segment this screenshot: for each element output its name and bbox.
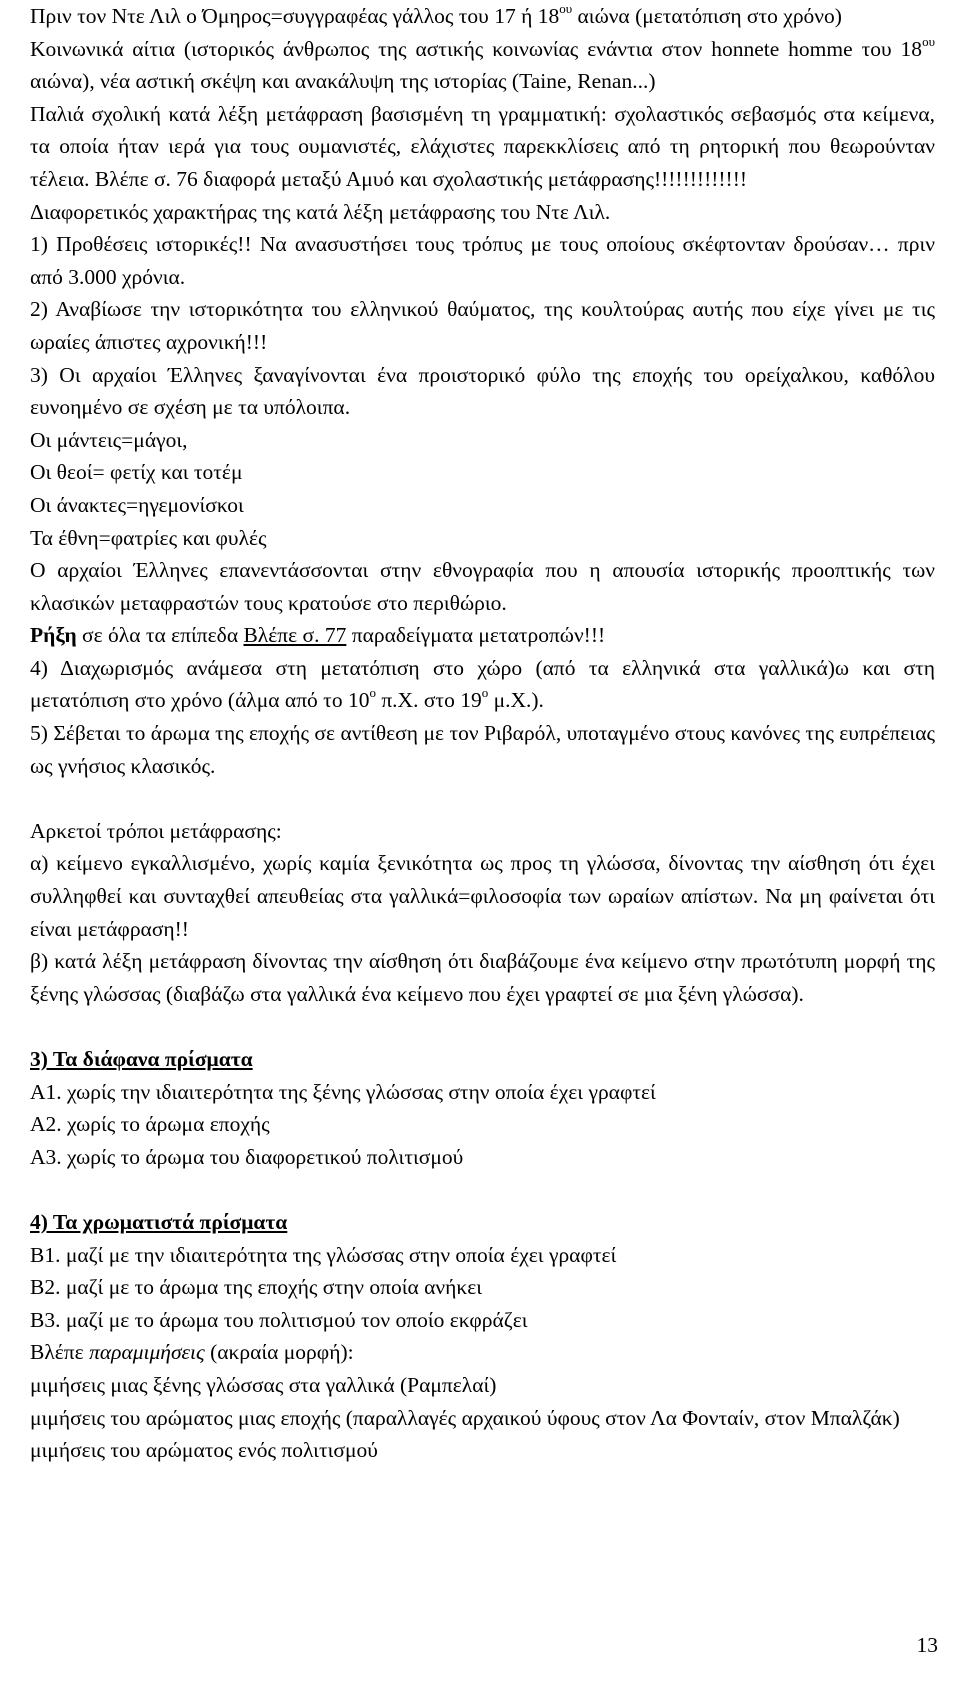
paragraph: 5) Σέβεται το άρωμα της εποχής σε αντίθεση με τον Ριβαρόλ, υποταγμένο στους κανόνες της ευπρέπειας ως γνήσιος κλασικός. <box>30 721 935 778</box>
paragraph: Τα έθνη=φατρίες και φυλές <box>30 525 267 550</box>
paragraph: Ο αρχαίοι Έλληνες επανεντάσσονται στην εθνογραφία που η απουσία ιστορικής προοπτικής των κλασικών μεταφραστών τους κρατούσε στο περιθώριο. <box>30 558 935 615</box>
paragraph: β) κατά λέξη μετάφραση δίνοντας την αίσθηση ότι διαβάζουμε ένα κείμενο στην πρωτότυπη μορφή της ξένης γλώσσας (διαβάζω στα γαλλικά ένα κείμενο που έχει γραφτεί σε μια ξένη γλώσσα). <box>30 949 935 1006</box>
paragraph: Οι άνακτες=ηγεμονίσκοι <box>30 492 244 517</box>
list-item: Α3. χωρίς το άρωμα του διαφορετικού πολιτισμού <box>30 1144 464 1169</box>
list-item: μιμήσεις του αρώματος μιας εποχής (παραλλαγές αρχαικού ύφους στον Λα Φονταίν, στον Μπαλζάκ) <box>30 1405 900 1430</box>
document-page <box>30 0 935 1467</box>
list-item: Β2. μαζί με το άρωμα της εποχής στην οποία ανήκει <box>30 1275 483 1300</box>
paragraph: Παλιά σχολική κατά λέξη μετάφραση βασισμένη τη γραμματική: σχολαστικός σεβασμός στα κείμενα, τα οποία ήταν ιερά για τους ουμανιστές, ελάχιστες παρεκκλίσεις από τη ρητορική που θεωρούνταν τέλεια. Βλέπε σ. 76 διαφορά μεταξύ Αμυό και σχολαστικής μετάφρασης!!!!!!!!!!!!! <box>30 101 935 191</box>
paragraph: Βλέπε παραμιμήσεις (ακραία μορφή): <box>30 1340 354 1365</box>
paragraph: α) κείμενο εγκαλλισμένο, χωρίς καμία ξενικότητα ως προς τη γλώσσα, δίνοντας την αίσθηση ότι έχει συλληφθεί και συνταχθεί απευθείας στα γαλλικά=φιλοσοφία των ωραίων απίστων. Να μη φαίνεται ότι είναι μετάφραση!! <box>30 851 935 941</box>
paragraph: 1) Προθέσεις ιστορικές!! Να ανασυστήσει τους τρόπυς με τους οποίους σκέφτονταν δρούσαν… πριν από 3.000 χρόνια. <box>30 232 935 289</box>
list-item: μιμήσεις του αρώματος ενός πολιτισμού <box>30 1438 378 1463</box>
paragraph: Οι θεοί= φετίχ και τοτέμ <box>30 460 243 485</box>
paragraph: 3) Οι αρχαίοι Έλληνες ξαναγίνονται ένα προιστορικό φύλο της εποχής του ορείχαλκου, καθόλου ευνοημένο σε σχέση με τα υπόλοιπα. <box>30 362 935 420</box>
list-item: Β1. μαζί με την ιδιαιτερότητα της γλώσσας στην οποία έχει γραφτεί <box>30 1242 617 1267</box>
paragraph: Κοινωνικά αίτια (ιστορικός άνθρωπος της αστικής κοινωνίας ενάντια στον honnete homme του $18^{o\upsilon}$ αιώνα), νέα αστική σκέψη και ανακάλυψη της ιστορίας (Taine, Renan...) <box>30 33 935 94</box>
paragraph: 4) Διαχωρισμός ανάμεσα στη μετατόπιση στο χώρο (από τα ελληνικά στα γαλλικά)ω και στη μετατόπιση στο χρόνο (άλμα από το $10^o$ π.Χ. στο $19^o$ μ.Χ.). <box>30 655 935 713</box>
paragraph: Πριν τον Ντε Λιλ ο Όμηρος=συγγραφέας γάλλος του 17 ή $18^{o\upsilon}$ αιώνα (μετατόπιση στο χρόνο) <box>30 1 842 28</box>
list-item: Α2. χωρίς το άρωμα εποχής <box>30 1112 270 1137</box>
paragraph: Αρκετοί τρόποι μετάφρασης: <box>30 818 282 843</box>
paragraph: Ρήξη σε όλα τα επίπεδα Βλέπε σ. 77 παραδείγματα μετατροπών!!! <box>30 623 606 648</box>
section-heading: 4) Τα χρωματιστά πρίσματα <box>30 1209 288 1234</box>
spacer <box>30 1010 935 1043</box>
section-heading: 3) Τα διάφανα πρίσματα <box>30 1047 253 1071</box>
paragraph: 2) Αναβίωσε την ιστορικότητα του ελληνικού θαύματος, της κουλτούρας αυτής που είχε γίνει με τις ωραίες άπιστες αχρονική!!! <box>30 297 935 354</box>
spacer <box>30 782 935 815</box>
paragraph: Οι μάντεις=μάγοι, <box>30 427 188 452</box>
paragraph: Διαφορετικός χαρακτήρας της κατά λέξη μετάφρασης του Ντε Λιλ. <box>30 199 611 224</box>
list-item: Α1. χωρίς την ιδιαιτερότητα της ξένης γλώσσας στην οποία έχει γραφτεί <box>30 1079 656 1104</box>
list-item: μιμήσεις μιας ξένης γλώσσας στα γαλλικά (Ραμπελαί) <box>30 1372 497 1397</box>
list-item: Β3. μαζί με το άρωμα του πολιτισμού τον οποίο εκφράζει <box>30 1307 528 1332</box>
page-number: 13 <box>916 1633 938 1657</box>
spacer <box>30 1173 935 1206</box>
